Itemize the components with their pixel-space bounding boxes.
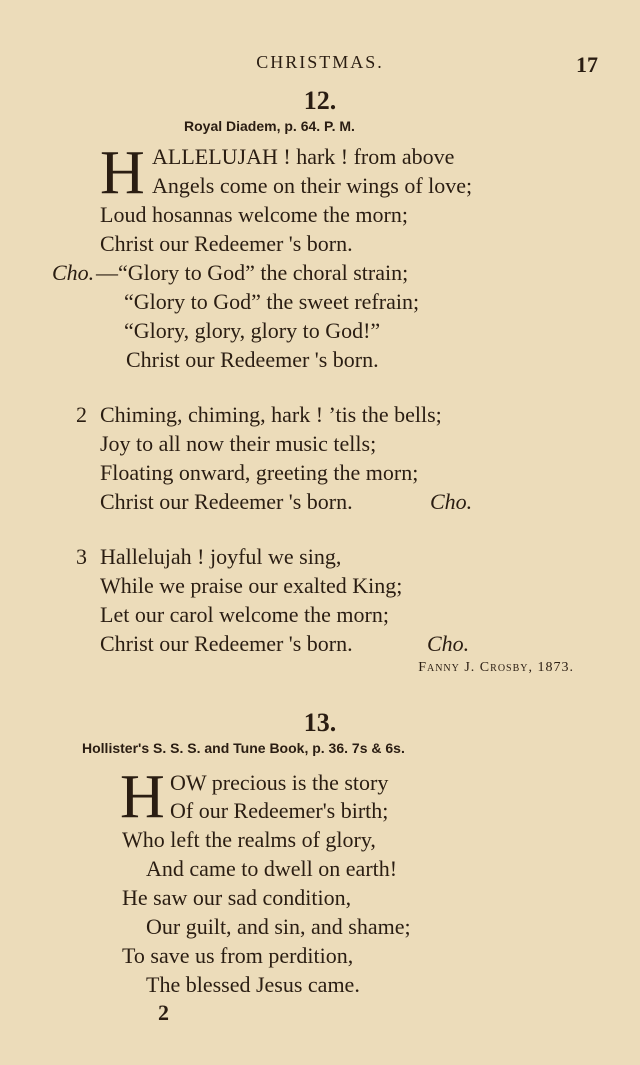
page-header-title: CHRISTMAS. <box>256 52 384 72</box>
hymn-12-drop-cap: H <box>100 139 145 207</box>
hymn-13-line: To save us from perdition, <box>122 943 354 968</box>
hymn-13-line: Our guilt, and sin, and shame; <box>146 914 411 939</box>
verse-3-line: Let our carol welcome the morn; <box>100 602 389 627</box>
chorus-label: Cho. <box>52 260 95 285</box>
verse-3-line: Hallelujah ! joyful we sing, <box>100 544 342 569</box>
hymn-12-line: Loud hosannas welcome the morn; <box>100 202 408 227</box>
hymn-12-tune: Royal Diadem, p. 64. P. M. <box>184 118 355 134</box>
verse-2-line: Christ our Redeemer 's born. <box>100 489 353 514</box>
hymn-13-line: The blessed Jesus came. <box>146 972 360 997</box>
verse-3-line: Christ our Redeemer 's born. <box>100 631 353 656</box>
hymn-13-tune: Hollister's S. S. S. and Tune Book, p. 36. 7s & 6s. <box>82 740 405 756</box>
chorus-line: —“Glory to God” the choral strain; <box>96 260 409 285</box>
verse-2-line: Floating onward, greeting the morn; <box>100 460 419 485</box>
hymn-12-author: Fanny J. Crosby, 1873. <box>418 660 574 675</box>
verse-3-chorus-ref: Cho. <box>427 631 470 656</box>
hymn-13-line: And came to dwell on earth! <box>146 856 398 881</box>
hymn-13-line: Of our Redeemer's birth; <box>170 798 389 823</box>
hymn-13-number: 13. <box>303 708 337 737</box>
hymn-12-number: 12. <box>303 86 337 115</box>
verse-2-line: Joy to all now their music tells; <box>100 431 377 456</box>
hymn-12-line: Christ our Redeemer 's born. <box>100 231 353 256</box>
chorus-line: Christ our Redeemer 's born. <box>126 347 379 372</box>
hymn-13-first-line: OW precious is the story <box>170 770 389 795</box>
page-number: 17 <box>576 52 598 77</box>
verse-2-number: 2 <box>76 402 87 427</box>
signature-mark: 2 <box>158 1000 169 1025</box>
hymn-13-line: He saw our sad condition, <box>122 885 352 910</box>
verse-3-number: 3 <box>76 544 87 569</box>
hymn-12-line: Angels come on their wings of love; <box>152 173 473 198</box>
verse-3-line: While we praise our exalted King; <box>100 573 403 598</box>
chorus-line: “Glory to God” the sweet refrain; <box>124 289 420 314</box>
verse-2-chorus-ref: Cho. <box>430 489 473 514</box>
verse-2-line: Chiming, chiming, hark ! ’tis the bells; <box>100 402 442 427</box>
hymn-12-first-line: ALLELUJAH ! hark ! from above <box>152 144 455 169</box>
hymn-13-line: Who left the realms of glory, <box>122 827 376 852</box>
chorus-line: “Glory, glory, glory to God!” <box>124 318 381 343</box>
hymn-13-drop-cap: H <box>120 763 165 831</box>
